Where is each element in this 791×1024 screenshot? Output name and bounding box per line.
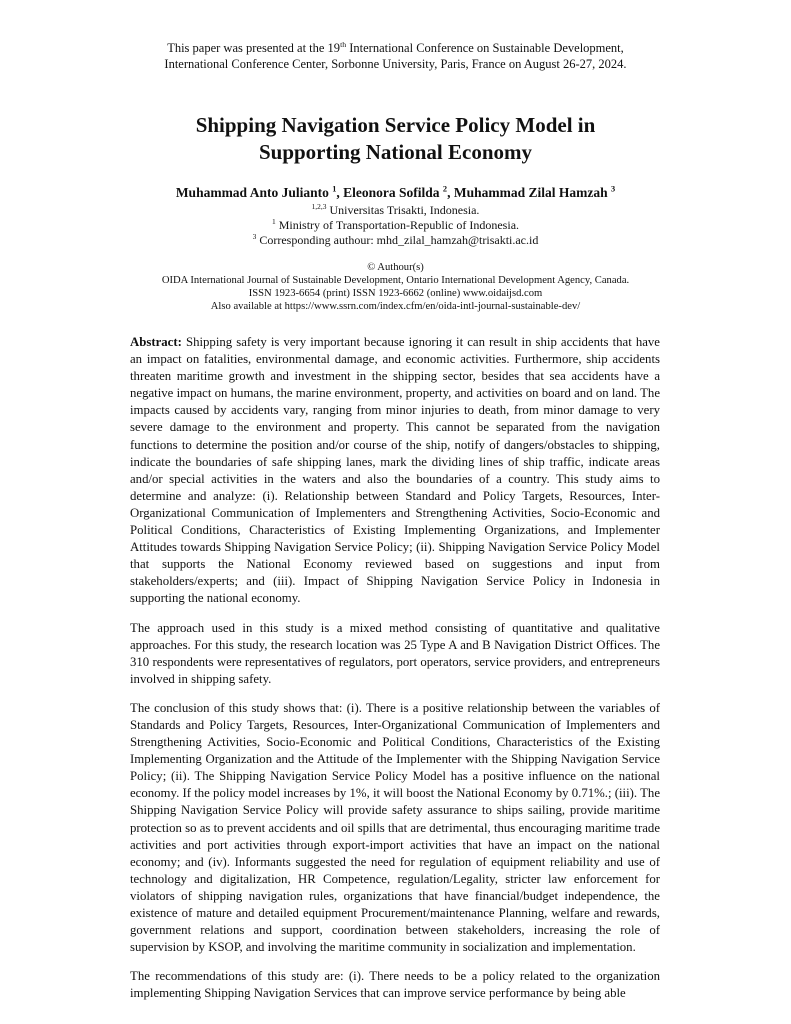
recommendations-paragraph: The recommendations of this study are: (i). There needs to be a policy related to the organization implementing Shipping Navigation Services that can improve service performance by being able <box>130 969 660 1001</box>
approach-paragraph: The approach used in this study is a mixed method consisting of quantitative and qualitative approaches. For this study, the research location was 25 Type A and B Navigation District Offices. The 310 respondents were representatives of regulators, port operators, service providers, and entrepreneurs involved in shipping safety. <box>130 620 660 686</box>
affiliation-text: Ministry of Transportation-Republic of Indonesia. <box>275 218 520 232</box>
affiliation-line <box>0 233 791 248</box>
affiliation-superscript: 1 <box>271 217 276 226</box>
author-superscript: 3 <box>611 184 616 194</box>
ordinal-superscript: th <box>340 39 347 49</box>
conference-note-text: International Conference on Sustainable Development, <box>346 41 624 55</box>
journal-imprint-block <box>0 261 791 313</box>
journal-name-line: OIDA International Journal of Sustainable Development, Ontario International Development Agency, Canada. <box>161 275 630 286</box>
author-separator: , <box>447 185 454 200</box>
author-separator: , <box>336 185 344 200</box>
affiliations-block <box>0 203 791 248</box>
affiliation-superscript: 3 <box>252 232 257 241</box>
paper-title: Shipping Navigation Service Policy Model in Supporting National Economy <box>195 113 596 164</box>
abstract-body <box>130 334 660 1002</box>
author-superscript: 2 <box>442 184 448 194</box>
conclusion-paragraph: The conclusion of this study shows that: (i). There is a positive relationship between the variables of Standards and Policy Targets, Resources, Inter-Organizational Communication of Implementers and Strengthening Activities, Socio-Economic and Political Conditions, Characteristics of the Existing Implementing Organization and the Attitude of the Implementer with the Shipping Navigation Service Policy; (ii). The Shipping Navigation Service Policy Model has a positive influence on the national economy. If the policy model increases by 1%, it will boost the National Economy by 0.71%.; (iii). The Shipping Navigation Service Policy will provide safety assurance to ships sailing, provide maritime protection so as to prevent accidents and oil spills that are detrimental, thus encouraging maritime trade activities and port activities through export-import activities that have an impact on the national economy; and (iv). Informants suggested the need for regulation of equipment reliability and use of technology and digitalization, HR Competence, regulation/Legality, stricter law enforcement for violators of shipping navigation rules, organizations that have financial/budget independence, the existence of mature and detailed equipment Procurement/maintenance Planning, welfare and rewards, government relations and support, coordination between stakeholders, increasing the role of supervision by KSOP, and involving the maritime community in socialization and implementation. <box>130 700 660 955</box>
conference-note-text: This paper was presented at the 19 <box>167 41 341 55</box>
authors-line <box>0 185 791 201</box>
copyright-line: © Authour(s) <box>367 262 424 273</box>
affiliation-superscript: 1,2,3 <box>311 202 327 211</box>
conference-presentation-note <box>0 41 791 72</box>
author-name: Muhammad Anto Julianto <box>175 185 333 200</box>
abstract-paragraph <box>130 334 660 608</box>
issn-line: ISSN 1923-6654 (print) ISSN 1923-6662 (online) www.oidaijsd.com <box>248 288 543 299</box>
author-name: Eleonora Sofilda <box>343 185 443 200</box>
availability-url-line: Also available at https://www.ssrn.com/index.cfm/en/oida-intl-journal-sustainable-dev/ <box>210 301 581 312</box>
affiliation-line <box>0 218 791 233</box>
abstract-label: Abstract: <box>130 335 182 349</box>
abstract-text: Shipping safety is very important because ignoring it can result in ship accidents that have an impact on fatalities, environmental damage, and economic activities. Furthermore, ship accidents threaten maritime growth and investment in the shipping sector, besides that sea accidents have a negative impact on humans, the marine environment, property, and activities on board and on land. The impacts caused by accidents vary, ranging from minor injuries to death, from minor damage to very severe damage to the environment and property. This cannot be separated from the navigation functions to determine the position and/or course of the ship, notify of dangers/obstacles to shipping, indicate the boundaries of safe shipping lanes, mark the dividing lines of ship traffic, indicate areas and/or special activities in the waters and also the boundaries of a country. This study aims to determine and analyze: (i). Relationship between Standard and Policy Targets, Resources, Inter-Organizational Communication of Implementers and Strengthening Activities, Socio-Economic and Political Conditions, Characteristics of Existing Implementing Organizations, and Implementer Attitudes towards Shipping Navigation Service Policy; (ii). Shipping Navigation Service Policy Model that supports the National Economy reviewed based on suggestions and input from stakeholders/experts; and (iii). Impact of Shipping Navigation Service Policy in Indonesia in supporting the national economy. <box>130 335 660 606</box>
conference-note-line2: International Conference Center, Sorbonne University, Paris, France on August 26-27, 2024. <box>164 56 627 71</box>
affiliation-line <box>0 203 791 218</box>
conference-note-line1 <box>0 41 791 57</box>
author-superscript: 1 <box>332 184 337 194</box>
author-name: Muhammad Zilal Hamzah <box>453 185 611 200</box>
corresponding-author-email: Corresponding authour: mhd_zilal_hamzah@trisakti.ac.id <box>256 233 539 247</box>
affiliation-text: Universitas Trisakti, Indonesia. <box>326 203 480 217</box>
